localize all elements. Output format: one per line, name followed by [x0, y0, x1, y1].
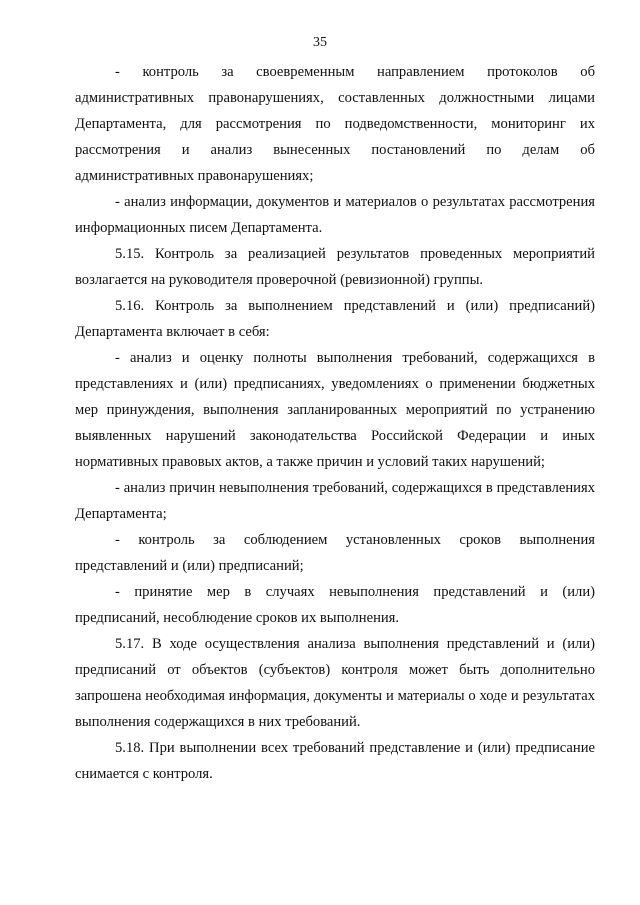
document-body [75, 59, 595, 787]
paragraph-completeness-analysis: - анализ и оценку полноты выполнения требований, содержащихся в представлениях и (или) предписаниях, уведомлениях о применении бюджетных мер принуждения, выполнения запланированных мероприятий по устранению выявленных нарушений законодательства Российской Федерации и иных нормативных правовых актов, а также причин и условий таких нарушений; [75, 350, 595, 470]
paragraph-5-16: 5.16. Контроль за выполнением представлений и (или) предписаний) Департамента включает в себя: [75, 298, 595, 340]
paragraph-5-17: 5.17. В ходе осуществления анализа выполнения представлений и (или) предписаний от объектов (субъектов) контроля может быть дополнительно запрошена необходимая информация, документы и материалы о ходе и результатах выполнения содержащихся в них требований. [75, 636, 595, 730]
paragraph-measures: - принятие мер в случаях невыполнения представлений и (или) предписаний, несоблюдение сроков их выполнения. [75, 584, 595, 626]
paragraph-info-letters-analysis: - анализ информации, документов и материалов о результатах рассмотрения информационных писем Департамента. [75, 194, 595, 236]
paragraph-deadline-control: - контроль за соблюдением установленных сроков выполнения представлений и (или) предписаний; [75, 532, 595, 574]
paragraph-non-fulfillment-analysis: - анализ причин невыполнения требований, содержащихся в представлениях Департамента; [75, 480, 595, 522]
paragraph-5-15: 5.15. Контроль за реализацией результатов проведенных мероприятий возлагается на руководителя проверочной (ревизионной) группы. [75, 246, 595, 288]
paragraph-5-18: 5.18. При выполнении всех требований представление и (или) предписание снимается с контроля. [75, 740, 595, 782]
paragraph-admin-offense-control: - контроль за своевременным направлением протоколов об административных правонарушениях, составленных должностными лицами Департамента, для рассмотрения по подведомственности, мониторинг их рассмотрения и анализ вынесенных постановлений по делам об административных правонарушениях; [75, 64, 595, 184]
page-number: 35 [313, 35, 327, 50]
